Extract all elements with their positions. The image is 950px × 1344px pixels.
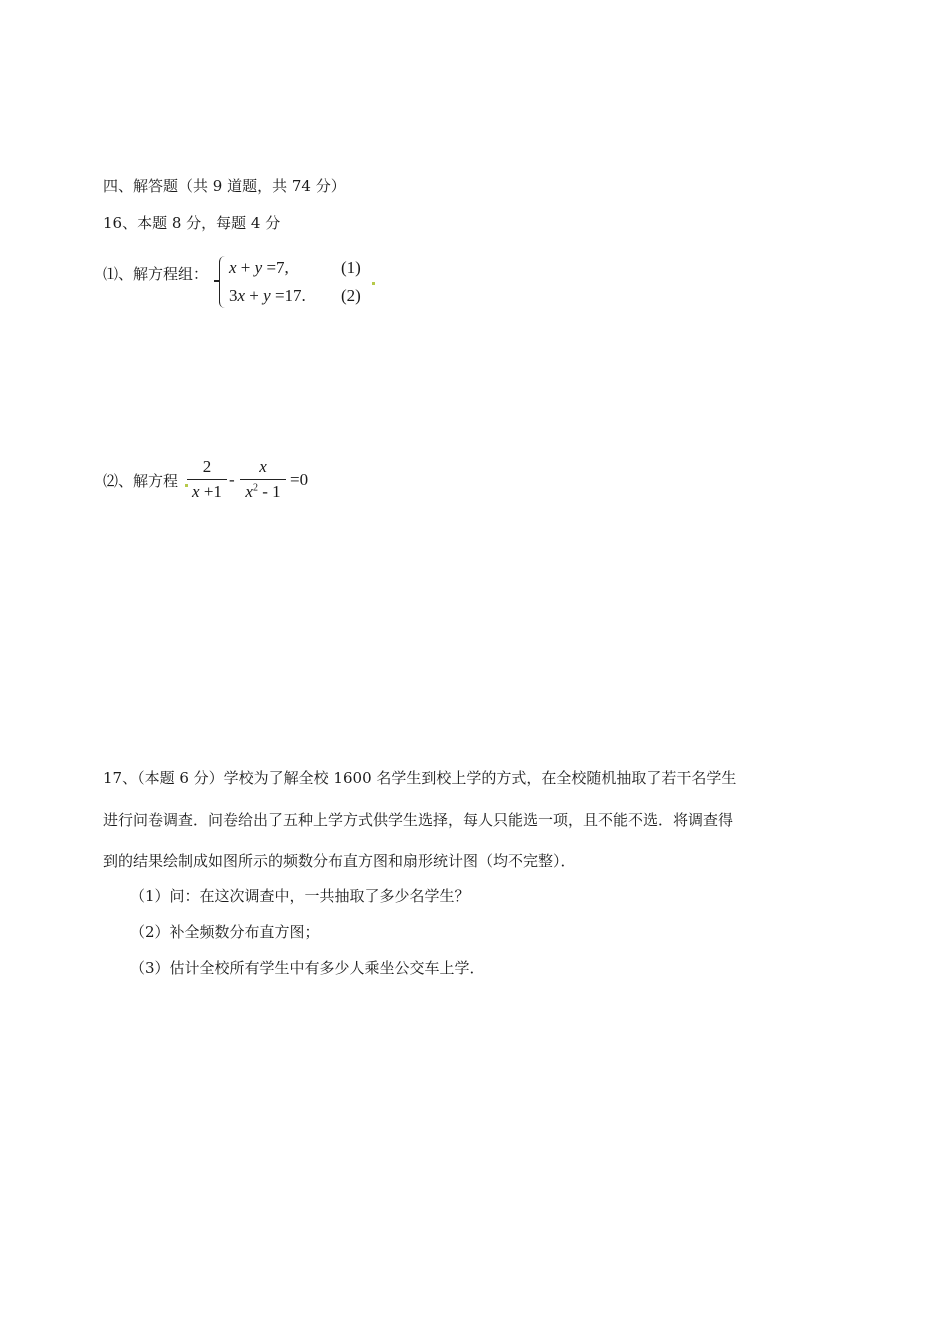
q17-subquestion-1: （1）问：在这次调查中，一共抽取了多少名学生？ <box>130 887 470 905</box>
anchor-mark <box>372 282 375 285</box>
q17-line-3: 到的结果绘制成如图所示的频数分布直方图和扇形统计图（均不完整）． <box>103 852 576 870</box>
q17-line-2: 进行问卷调查．问卷给出了五种上学方式供学生选择，每人只能选一项，且不能不选．将调查得 <box>103 811 734 829</box>
equation-1: x + y =7, <box>229 258 289 277</box>
fraction-2-numerator: x <box>259 457 267 476</box>
equation-rhs: =0 <box>290 470 309 489</box>
q16-part2-label: ⑵、解方程 <box>103 472 179 490</box>
fraction-1 <box>187 457 227 502</box>
fraction-2 <box>240 457 286 502</box>
q17-subquestion-3: （3）估计全校所有学生中有多少人乘坐公交车上学． <box>130 959 485 977</box>
fraction-2-denominator: $x^2 - 1$ <box>245 482 281 501</box>
system-brace <box>219 256 228 308</box>
equation-2: 3x + y =17. <box>229 286 306 305</box>
minus-sign: - <box>229 470 235 489</box>
equation-2-tag: (2) <box>341 286 361 305</box>
q17-subquestion-2: （2）补全频数分布直方图； <box>130 923 320 941</box>
q16-title: 16、本题 8 分，每题 4 分 <box>103 214 281 232</box>
q16-part1-label: ⑴、解方程组： <box>103 265 209 283</box>
section-heading: 四、解答题（共 9 道题，共 74 分） <box>103 177 346 195</box>
fraction-1-denominator: x +1 <box>192 482 222 501</box>
equation-1-tag: (1) <box>341 258 361 277</box>
q17-line-1: 17、（本题 6 分）学校为了解全校 1600 名学生到校上学的方式，在全校随机抽取了若干名学生 <box>103 769 737 787</box>
fraction-1-numerator: 2 <box>202 457 212 476</box>
